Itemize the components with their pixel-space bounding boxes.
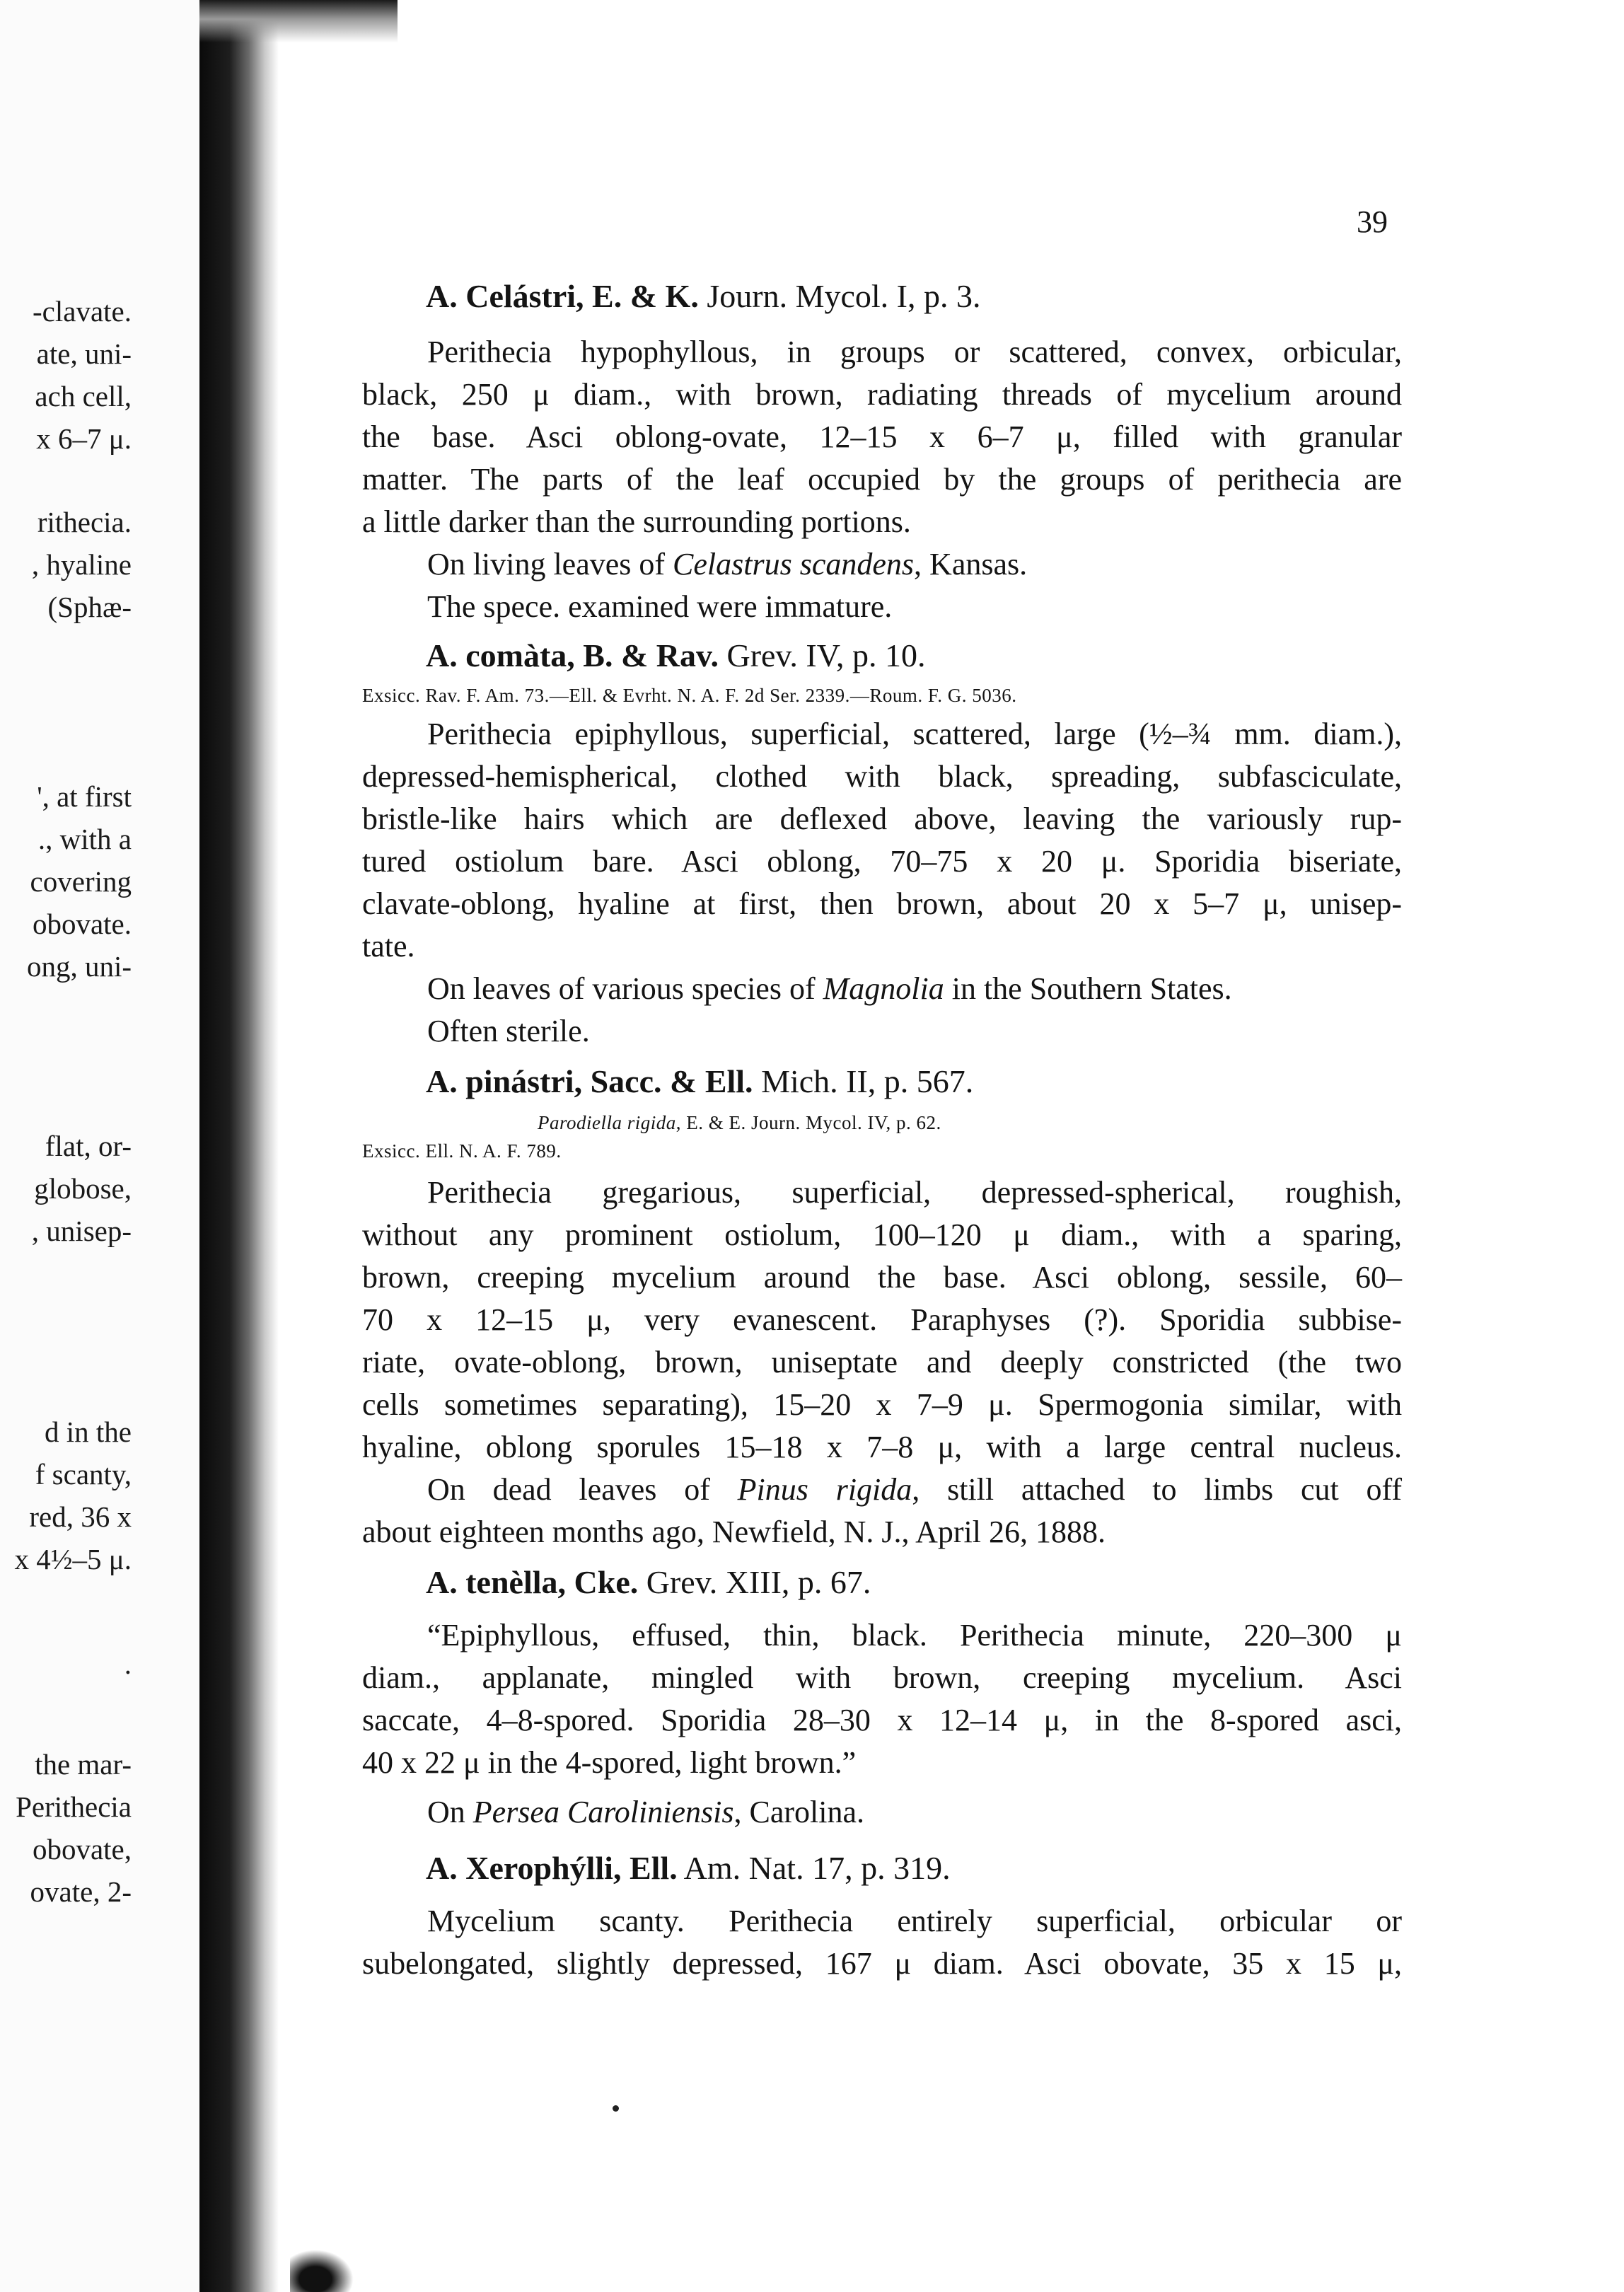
host-locality: , Kansas. xyxy=(914,547,1028,581)
binding-gutter xyxy=(199,0,279,2292)
entry-heading xyxy=(426,1065,1466,1098)
text-line: “Epiphyllous, effused, thin, black. Perithecia minute, 220–300 μ xyxy=(427,1618,1402,1653)
text-line: the base. Asci oblong-ovate, 12–15 x 6–7 μ, filled with granular xyxy=(362,419,1402,454)
host-text: On leaves of various species of xyxy=(427,971,823,1006)
host-line xyxy=(427,1474,1402,1505)
host-line xyxy=(427,1797,1402,1828)
text-line: black, 250 μ diam., with brown, radiating threads of mycelium around xyxy=(362,377,1402,412)
exsiccatae-line: Exsicc. Ell. N. A. F. 789. xyxy=(362,1140,562,1162)
synonym-reference: , E. & E. Journ. Mycol. IV, p. 62. xyxy=(675,1112,941,1133)
reference: Grev. IV, p. 10. xyxy=(718,637,926,673)
text-line: Perithecia gregarious, superficial, depressed-spherical, roughish, xyxy=(427,1175,1402,1210)
host-locality: , still attached to limbs cut off xyxy=(912,1472,1403,1507)
left-page-text-fragment: ', at first xyxy=(37,780,132,813)
left-page-text-fragment: covering xyxy=(30,865,132,898)
left-page-text-fragment: f scanty, xyxy=(35,1458,132,1491)
host-line: about eighteen months ago, Newfield, N. J., April 26, 1888. xyxy=(362,1515,1106,1549)
left-page-text-fragment: , unisep- xyxy=(31,1215,132,1247)
text-line: riate, ovate-oblong, brown, uniseptate and deeply constricted (the two xyxy=(362,1345,1402,1379)
left-page-text-fragment: ate, uni- xyxy=(36,337,132,370)
synonym-name: Parodiella rigida xyxy=(538,1112,676,1133)
left-page-text-fragment: Perithecia xyxy=(16,1790,132,1823)
text-line: saccate, 4–8-spored. Sporidia 28–30 x 12–14 μ, in the 8-spored asci, xyxy=(362,1703,1402,1737)
host-species: Pinus rigida xyxy=(737,1472,912,1507)
text-line: brown, creeping mycelium around the base. Asci oblong, sessile, 60– xyxy=(362,1260,1402,1295)
entry-heading xyxy=(426,639,1466,672)
left-page-text-fragment: ong, uni- xyxy=(26,950,132,983)
text-line: without any prominent ostiolum, 100–120 μ diam., with a sparing, xyxy=(362,1217,1402,1252)
text-line: Perithecia hypophyllous, in groups or scattered, convex, orbicular, xyxy=(427,335,1402,369)
left-page-text-fragment: x 6–7 μ. xyxy=(36,422,132,455)
left-page-text-fragment: . xyxy=(124,1648,132,1680)
text-line: cells sometimes separating), 15–20 x 7–9 μ. Spermogonia similar, with xyxy=(362,1387,1402,1422)
text-line: diam., applanate, mingled with brown, creeping mycelium. Asci xyxy=(362,1660,1402,1695)
text-line: bristle-like hairs which are deflexed above, leaving the variously rup- xyxy=(362,801,1402,836)
left-page-text-fragment: the mar- xyxy=(35,1748,132,1781)
text-line: tate. xyxy=(362,929,415,963)
ink-dot xyxy=(613,2105,619,2112)
text-line: Perithecia epiphyllous, superficial, scattered, large (½–¾ mm. diam.), xyxy=(427,717,1402,751)
left-page-text-fragment: obovate. xyxy=(32,908,132,940)
text-line: 40 x 22 μ in the 4-spored, light brown.” xyxy=(362,1745,857,1780)
host-locality: , Carolina. xyxy=(733,1795,864,1829)
left-page-text-fragment: flat, or- xyxy=(45,1130,132,1162)
entry-heading xyxy=(426,280,1466,313)
left-page-text-fragment: (Sphæ- xyxy=(47,591,132,623)
left-page-text-fragment: globose, xyxy=(34,1172,132,1205)
left-page-text-fragment: -clavate. xyxy=(33,295,132,328)
text-line: matter. The parts of the leaf occupied by the groups of perithecia are xyxy=(362,462,1402,497)
reference: Journ. Mycol. I, p. 3. xyxy=(698,278,981,314)
entry-heading xyxy=(426,1852,1466,1885)
entry-heading xyxy=(426,1566,1466,1599)
host-species: Persea Caroliniensis xyxy=(472,1795,734,1829)
text-line: tured ostiolum bare. Asci oblong, 70–75 x 20 μ. Sporidia biseriate, xyxy=(362,844,1402,879)
species-name: A. tenèlla, Cke. xyxy=(426,1564,639,1600)
text-line: Mycelium scanty. Perithecia entirely superficial, orbicular or xyxy=(427,1904,1402,1938)
reference: Mich. II, p. 567. xyxy=(753,1063,974,1099)
text-line: hyaline, oblong sporules 15–18 x 7–8 μ, with a large central nucleus. xyxy=(362,1430,1402,1464)
host-text: On dead leaves of xyxy=(427,1472,738,1507)
left-page-text-fragment: d in the xyxy=(45,1416,132,1448)
species-name: A. Xerophýlli, Ell. xyxy=(426,1850,678,1886)
text-line: subelongated, slightly depressed, 167 μ diam. Asci obovate, 35 x 15 μ, xyxy=(362,1946,1402,1981)
species-name: A. Celástri, E. & K. xyxy=(426,278,699,314)
host-species: Magnolia xyxy=(823,971,944,1006)
synonym-line xyxy=(538,1113,1577,1133)
host-text: On xyxy=(427,1795,473,1829)
left-page-text-fragment: red, 36 x xyxy=(29,1500,132,1533)
note-line: Often sterile. xyxy=(427,1014,590,1048)
text-line: depressed-hemispherical, clothed with black, spreading, subfasciculate, xyxy=(362,759,1402,794)
species-name: A. pinástri, Sacc. & Ell. xyxy=(426,1063,753,1099)
left-facing-page xyxy=(0,0,199,2292)
exsiccatae-line: Exsicc. Rav. F. Am. 73.—Ell. & Evrht. N. A. F. 2d Ser. 2339.—Roum. F. G. 5036. xyxy=(362,685,1017,706)
reference: Grev. XIII, p. 67. xyxy=(638,1564,871,1600)
host-line xyxy=(427,973,1402,1005)
host-locality: in the Southern States. xyxy=(944,971,1232,1006)
text-line: 70 x 12–15 μ, very evanescent. Paraphyses (?). Sporidia subbise- xyxy=(362,1302,1402,1337)
left-page-text-fragment: ovate, 2- xyxy=(30,1875,132,1908)
left-page-text-fragment: ., with a xyxy=(37,823,132,855)
left-page-text-fragment: , hyaline xyxy=(31,548,132,581)
left-page-text-fragment: ach cell, xyxy=(35,380,132,412)
gutter-top-shadow xyxy=(199,0,398,42)
page-number: 39 xyxy=(1357,204,1388,239)
reference: Am. Nat. 17, p. 319. xyxy=(677,1850,951,1886)
scan-artifact xyxy=(290,2250,354,2292)
left-page-text-fragment: x 4½–5 μ. xyxy=(14,1543,132,1575)
text-line: a little darker than the surrounding portions. xyxy=(362,504,911,539)
note-line: The spece. examined were immature. xyxy=(427,589,893,624)
left-page-text-fragment: rithecia. xyxy=(37,506,132,538)
species-name: A. comàta, B. & Rav. xyxy=(426,637,719,673)
host-text: On living leaves of xyxy=(427,547,673,581)
host-species: Celastrus scandens xyxy=(673,547,915,581)
left-page-text-fragment: obovate, xyxy=(32,1833,132,1865)
text-line: clavate-oblong, hyaline at first, then brown, about 20 x 5–7 μ, unisep- xyxy=(362,886,1402,921)
host-line xyxy=(427,549,1402,580)
